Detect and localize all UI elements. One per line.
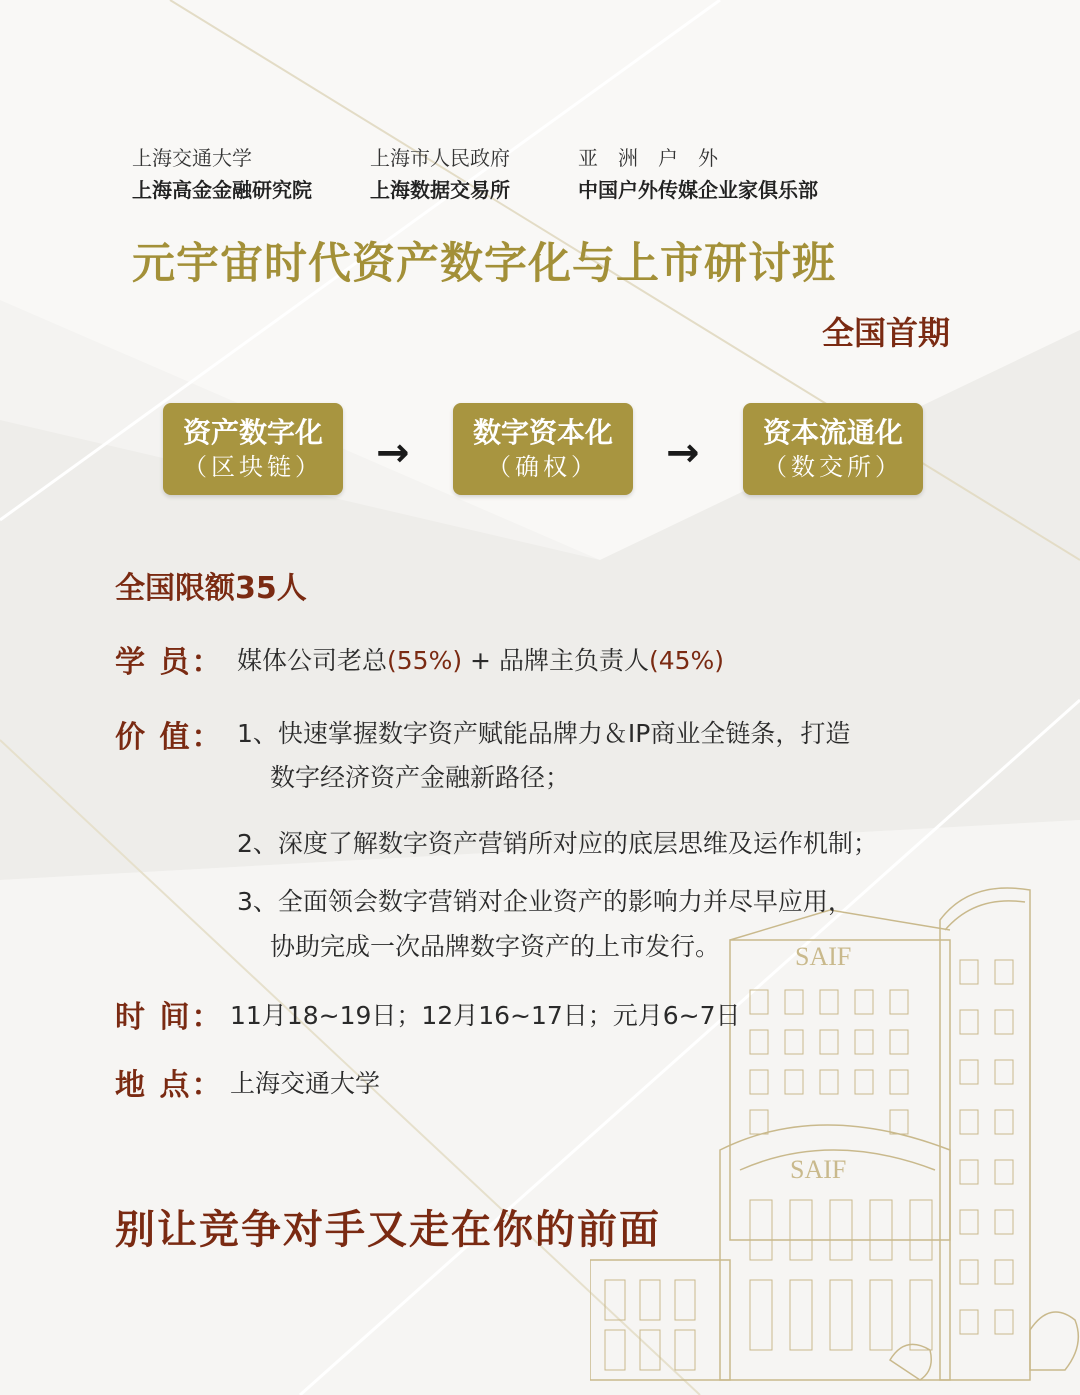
value-item-3-line1: 3、全面领会数字营销对企业资产的影响力并尽早应用， — [237, 887, 853, 916]
flow-step-2-sub: （确权） — [487, 453, 599, 481]
students-part1: 媒体公司老总 — [237, 646, 388, 675]
right-arrow-icon: → — [666, 430, 700, 476]
students-pct2: (45%) — [648, 646, 725, 675]
organizer-3-line1: 亚 洲 户 外 — [578, 146, 718, 170]
value-item-1-line2: 数字经济资产金融新路径； — [270, 763, 571, 792]
time-value: 11月18~19日；12月16~17日；元月6~7日 — [230, 1001, 741, 1030]
flow-step-3-sub: （数交所） — [763, 453, 903, 481]
organizer-3 — [578, 142, 818, 206]
place-label: 地 点： — [115, 1068, 224, 1103]
organizer-1-line2: 上海高金金融研究院 — [132, 178, 312, 202]
time-label: 时 间： — [115, 1000, 224, 1035]
organizer-2 — [370, 142, 510, 206]
page-title: 元宇宙时代资产数字化与上市研讨班 — [132, 239, 836, 289]
building-sign-top: SAIF — [795, 942, 852, 971]
page-subtitle: 全国首期 — [821, 314, 950, 352]
students-label: 学 员： — [115, 645, 224, 680]
flow-step-1-sub: （区块链） — [183, 453, 323, 481]
value-label: 价 值： — [115, 720, 224, 755]
value-item-3-line2: 协助完成一次品牌数字资产的上市发行。 — [270, 932, 721, 961]
flow-step-1-title: 资产数字化 — [182, 416, 323, 449]
students-value — [237, 641, 724, 677]
flow-step-3 — [743, 403, 923, 495]
flow-step-2-title: 数字资本化 — [472, 416, 613, 449]
flow-step-3-title: 资本流通化 — [762, 416, 903, 449]
value-item-2: 2、深度了解数字资产营销所对应的底层思维及运作机制； — [237, 829, 878, 858]
students-plus: + — [462, 646, 499, 675]
organizer-2-line2: 上海数据交易所 — [370, 178, 510, 202]
organizer-2-line1: 上海市人民政府 — [370, 146, 510, 170]
quota-text: 全国限额35人 — [115, 571, 307, 606]
value-item-1-line1: 1、快速掌握数字资产赋能品牌力＆IP商业全链条，打造 — [237, 719, 851, 748]
flow-step-2 — [453, 403, 633, 495]
students-part2: 品牌主负责人 — [498, 646, 649, 675]
students-pct1: (55%) — [387, 646, 463, 675]
right-arrow-icon: → — [376, 430, 410, 476]
place-value: 上海交通大学 — [230, 1069, 381, 1098]
organizer-3-line2: 中国户外传媒企业家俱乐部 — [578, 178, 818, 202]
organizer-1-line1: 上海交通大学 — [132, 146, 252, 170]
slogan: 别让竞争对手又走在你的前面 — [115, 1207, 661, 1253]
building-sign-bottom: SAIF — [790, 1155, 847, 1184]
flow-step-1 — [163, 403, 343, 495]
organizer-1 — [132, 142, 312, 206]
